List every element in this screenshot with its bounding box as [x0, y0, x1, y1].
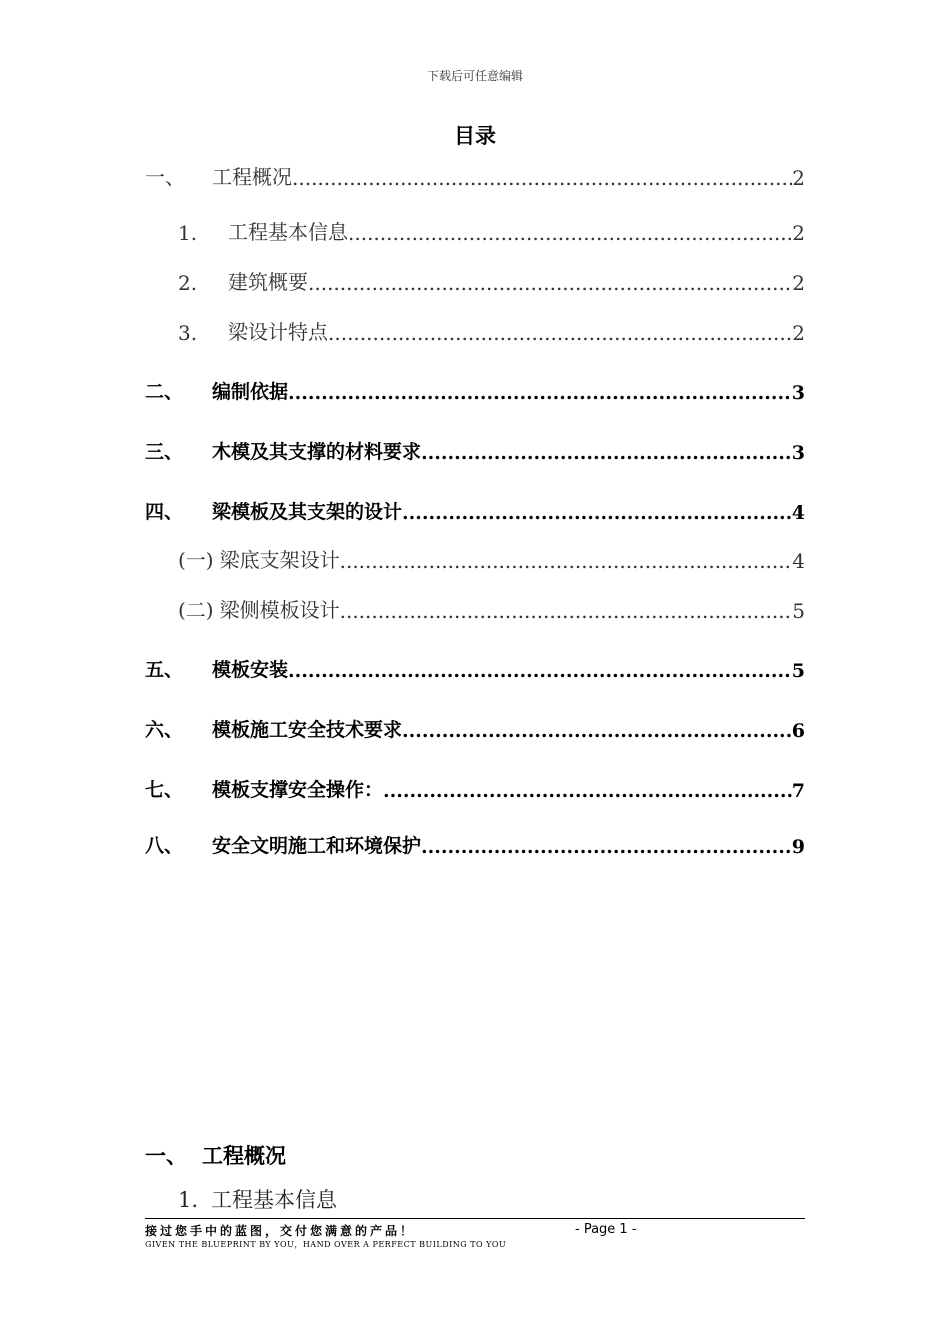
toc-entry[interactable] — [145, 496, 805, 524]
footer-slogan-cn: 接过您手中的蓝图，交付您满意的产品！ — [145, 1224, 416, 1238]
toc-entry-page: 3 — [791, 382, 805, 404]
subsection-heading — [178, 1184, 337, 1214]
toc-entry-page: 5 — [792, 599, 805, 623]
toc-entry-title: 梁模板及其支架的设计 — [212, 501, 403, 523]
toc-entry-page: 2 — [792, 321, 805, 345]
section-number: 一、 — [145, 1144, 187, 1168]
toc-entry-number: 二、 — [145, 381, 184, 403]
toc-entry-title: 建筑概要 — [228, 270, 308, 294]
toc-dot-leader — [340, 599, 793, 623]
toc-entry[interactable] — [145, 317, 805, 345]
toc-entry[interactable] — [145, 654, 805, 682]
toc-dot-leader — [402, 720, 792, 742]
toc-dot-leader — [288, 660, 792, 682]
toc-entry-page: 2 — [792, 271, 805, 295]
toc-dot-leader — [383, 780, 792, 802]
toc-dot-leader — [402, 502, 792, 524]
toc-entry-page: 5 — [791, 660, 805, 682]
toc-entry-page: 7 — [791, 780, 805, 802]
toc-entry-number: (二) — [178, 598, 214, 622]
footer-divider — [145, 1218, 805, 1219]
toc-entry-title: 编制依据 — [212, 381, 289, 403]
toc-entry-title: 安全文明施工和环境保护 — [212, 835, 422, 857]
page-header-note: 下载后可任意编辑 — [426, 69, 523, 83]
toc-entry[interactable] — [145, 217, 805, 245]
toc-entry-page: 9 — [791, 836, 805, 858]
toc-entry-number: 一、 — [145, 165, 185, 189]
toc-entry-number: (一) — [178, 548, 214, 572]
section-title: 工程概况 — [202, 1144, 286, 1168]
toc-entry-number: 2. — [178, 271, 198, 295]
toc-entry-number: 七、 — [145, 779, 184, 801]
toc-dot-leader — [308, 271, 792, 295]
toc-dot-leader — [328, 321, 792, 345]
toc-entry-page: 3 — [791, 442, 805, 464]
toc-entry-page: 6 — [791, 720, 805, 742]
toc-dot-leader — [348, 221, 792, 245]
toc-entry-number: 八、 — [145, 835, 184, 857]
section-heading — [145, 1140, 286, 1170]
toc-dot-leader — [340, 549, 793, 573]
toc-entry-page: 2 — [792, 221, 805, 245]
toc-entry[interactable] — [145, 595, 805, 623]
toc-entry[interactable] — [145, 545, 805, 573]
subsection-title: 工程基本信息 — [211, 1188, 337, 1212]
toc-entry-title: 梁设计特点 — [228, 320, 328, 344]
toc-entry-title: 模板安装 — [212, 659, 289, 681]
toc-dot-leader — [421, 836, 792, 858]
toc-entry[interactable] — [145, 774, 805, 802]
toc-entry-title: 模板施工安全技术要求 — [212, 719, 403, 741]
toc-title: 目录 — [454, 124, 496, 148]
footer-slogan-en: GIVEN THE BLUEPRINT BY YOU，HAND OVER A PERFECT BUILDING TO YOU — [145, 1240, 507, 1249]
toc-dot-leader — [421, 442, 792, 464]
toc-entry-title: 梁侧模板设计 — [219, 598, 340, 622]
footer-page-number: - Page 1 - — [575, 1222, 637, 1237]
toc-entry-title: 模板支撑安全操作： — [212, 779, 384, 801]
toc-entry[interactable] — [145, 830, 805, 858]
toc-entry[interactable] — [145, 267, 805, 295]
toc-entry[interactable] — [145, 714, 805, 742]
toc-entry-page: 2 — [792, 166, 805, 190]
toc-dot-leader — [292, 166, 792, 190]
toc-entry-page: 4 — [791, 502, 805, 524]
toc-entry-title: 木模及其支撑的材料要求 — [212, 441, 422, 463]
toc-entry-number: 五、 — [145, 659, 184, 681]
toc-entry-number: 四、 — [145, 501, 184, 523]
toc-entry-number: 六、 — [145, 719, 184, 741]
toc-dot-leader — [288, 382, 792, 404]
toc-entry-number: 1. — [178, 221, 198, 245]
toc-entry[interactable] — [145, 376, 805, 404]
toc-entry-title: 工程概况 — [212, 165, 292, 189]
toc-entry[interactable] — [145, 162, 805, 190]
subsection-number: 1. — [178, 1188, 199, 1212]
toc-entry[interactable] — [145, 436, 805, 464]
toc-entry-title: 梁底支架设计 — [219, 548, 340, 572]
toc-entry-title: 工程基本信息 — [228, 220, 348, 244]
toc-entry-number: 三、 — [145, 441, 184, 463]
toc-entry-page: 4 — [792, 549, 805, 573]
toc-entry-number: 3. — [178, 321, 198, 345]
